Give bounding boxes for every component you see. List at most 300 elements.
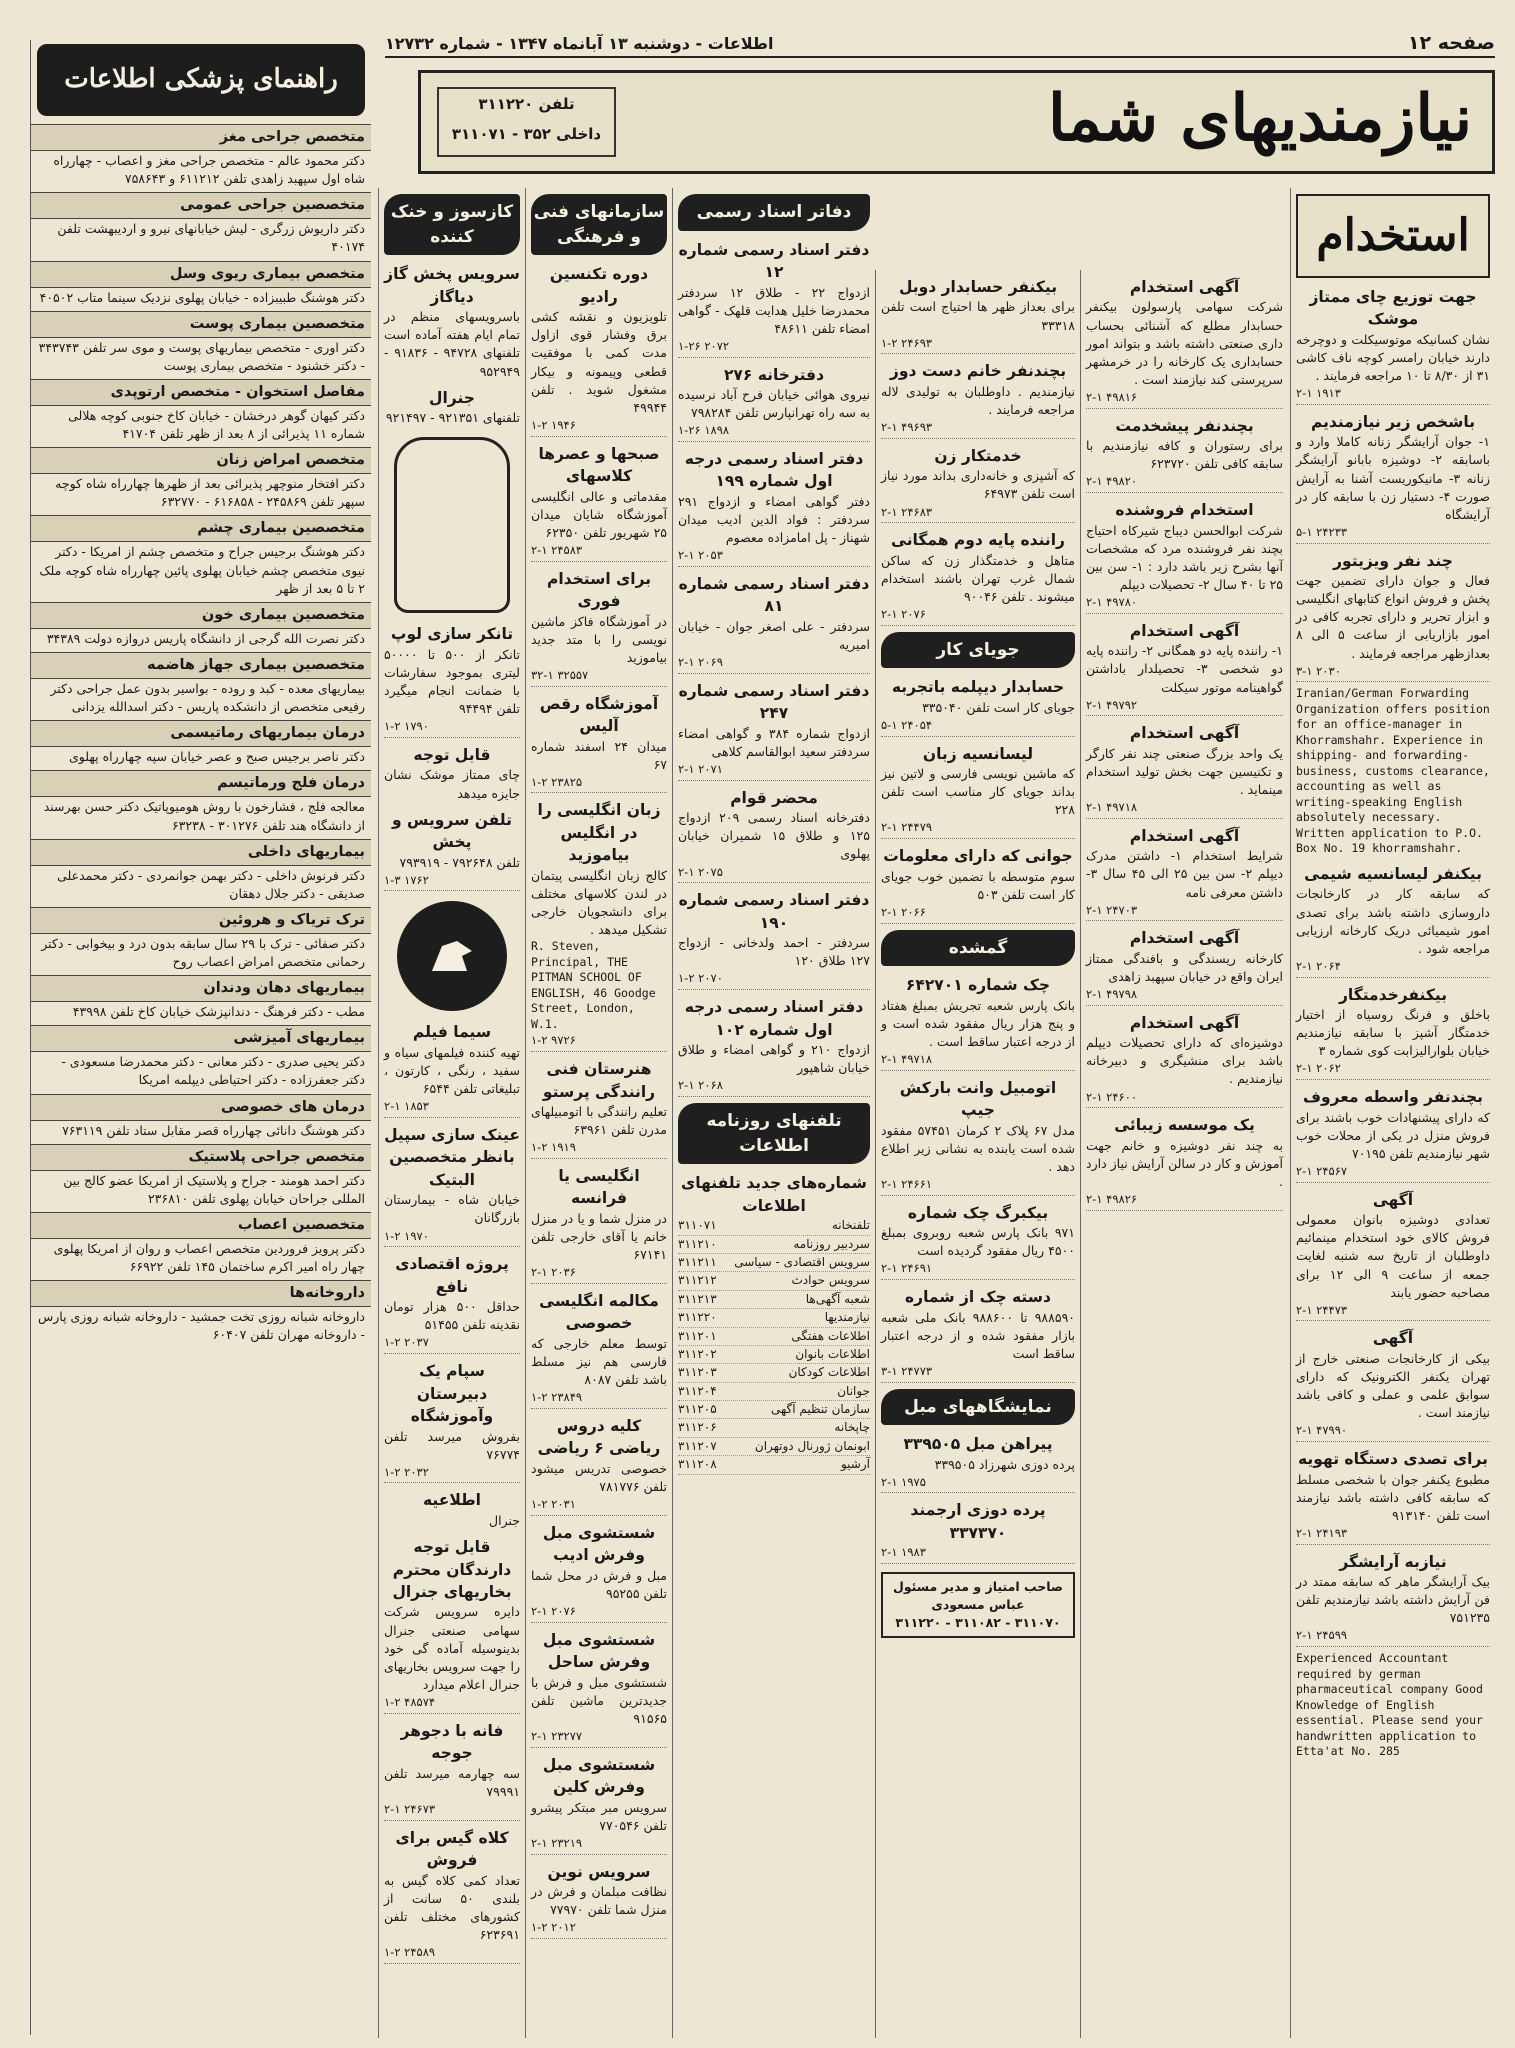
ad-text: ۱- جوان آرایشگر زنانه کاملا وارد و باسابقه ۲- دوشیزه بابانو آرایشگر زنانه ۳- مانیکوریست آشنا به آرایش صورت ۴- دستیار زن با سابقه کار در آرایشگاه: [1296, 434, 1490, 522]
ad-title: برای تصدی دستگاه تهویه: [1298, 1450, 1488, 1469]
ad-code: ۲-۱ ۱۸۵۳: [384, 1098, 520, 1118]
phone-number: ۳۱۱۲۰۷: [678, 1438, 717, 1453]
ad-code: ۱-۲ ۱۹۱۹: [531, 1139, 667, 1159]
services-header: کازسوز و خنک کننده: [384, 194, 520, 255]
banner-phone: تلفن ۳۱۱۲۲۰: [478, 95, 575, 113]
sidebar-section-heading: متخصصین بیماری جهاز هاضمه: [31, 652, 371, 679]
ad-text: مقدماتی و عالی انگلیسی آموزشگاه شایان میدان ۲۵ شهریور تلفن ۶۲۳۵۰: [531, 488, 667, 540]
ad-title: شستشوی مبل وفرش ادیب: [542, 1523, 656, 1565]
ad-text: ۹۷۱ بانک پارس شعبه روبروی بمبلغ ۴۵۰۰ ریال مفقود گردیده است: [881, 1225, 1075, 1259]
ad-code: ۱-۲ ۲۴۵۸۹: [384, 1944, 520, 1964]
sidebar-section-heading: بیماریهای داخلی: [31, 839, 371, 866]
ad-text: ازدواج ۲۱۰ و گواهی امضاء و طلاق خیابان شاهپور: [678, 1042, 870, 1076]
ad-text: برای رستوران و کافه نیازمندیم با سابقه کافی تلفن ۶۲۳۷۲۰: [1086, 438, 1283, 472]
sidebar-section-text: دکتر نصرت الله گرجی از دانشگاه پاریس دروازه دولت ۳۴۳۸۹: [46, 630, 365, 646]
column-employment-2: [1080, 270, 1288, 2038]
ad-text: میدان ۲۴ اسفند شماره ۶۷: [531, 738, 667, 772]
col3-job-ads: [881, 676, 1075, 923]
ad-code: ۲-۱ ۲۳۲۱۹: [531, 1835, 667, 1855]
ad-text: توسط معلم خارجی که فارسی هم نیز مسلط باشد تلفن ۸۰۸۷: [531, 1335, 667, 1388]
phone-row: [678, 1236, 870, 1254]
ad-text: تلفن ۷۹۲۶۴۸ - ۷۹۳۹۱۹: [399, 854, 520, 870]
ad-code: ۱-۲ ۲۴۶۹۳: [881, 335, 1075, 355]
ad-code: ۲-۱ ۴۷۹۹۰: [1296, 1422, 1490, 1442]
ad-text: مطبوع یکنفر جوان با شخصی مسلط که سابقه کافی داشته باشد نیازمند است تلفن ۹۱۳۱۴۰: [1296, 1471, 1490, 1523]
ad-title: آموزشگاه رقص آلیس: [539, 694, 659, 736]
ad-text: جنرال: [489, 1512, 520, 1528]
ad-title: بچندنفر خانم دست دوز: [889, 362, 1067, 381]
sidebar-section-text: مطب - دکتر فرهنگ - دندانپزشک خیابان کاخ تلفن ۴۳۹۹۸: [72, 1004, 365, 1020]
ad-code: ۲-۱ ۲۰۷۱: [678, 761, 870, 781]
phone-number: ۳۱۱۲۱۱: [678, 1254, 717, 1269]
sidebar-section-text: دکتر صفائی - ترک با ۲۹ سال سابقه بدون درد و بیخوابی - دکتر رحمانی متخصص امراض اعصاب روح: [41, 935, 365, 970]
ad-title: بیکبرگ چک شماره: [907, 1203, 1049, 1222]
sidebar-section-text: دکتر ناصر برجیس صبح و عصر خیابان سپه چهارراه پهلوی: [69, 749, 365, 765]
publisher-name: صاحب امتیاز و مدیر مسئول عباس مسعودی: [893, 1579, 1063, 1613]
ad-text: نشان کسانیکه موتوسیکلت و دوچرخه دارند خیابان رامسر کوچه ناف کاشی ۳۱ از ۸/۳۰ تا ۱۰ مراجعه فرمایند .: [1296, 331, 1490, 383]
sidebar-sections: [31, 124, 371, 1346]
sidebar-section-heading: متخصص جراحی مغز: [31, 124, 371, 151]
ad-text: نیازمندیم . داوطلبان به تولیدی لاله مراجعه فرمایند .: [881, 383, 1075, 417]
ad-code: ۲-۱ ۲۴۶۶۱: [881, 1176, 1075, 1196]
ad-code: ۲-۱ ۲۴۶۰۰: [1086, 1089, 1283, 1109]
phone-row: [678, 1217, 870, 1235]
publisher-box: [881, 1572, 1075, 1638]
ad-text: کارخانه ریسندگی و بافندگی ممتاز ایران واقع در خیابان سپهبد زاهدی: [1086, 950, 1283, 984]
ad-title: آگهی استخدام: [1129, 278, 1240, 296]
sidebar-section-text: دکتر کیهان گوهر درخشان - خیابان کاخ جنوبی کوچه هلالی شماره ۱۱ پذیرائی از ۸ بعد از ظهر تلفن ۴۱۷۰۴: [68, 407, 365, 442]
ad-text: تلفنهای ۹۲۱۳۵۱ - ۹۲۱۴۹۷: [385, 410, 520, 426]
ad-code: ۲-۱ ۲۳۲۷۷: [531, 1728, 667, 1748]
ad-title: عینک سازی سپیل بانظر متخصصین البتیک: [384, 1125, 520, 1189]
phone-row: [678, 1383, 870, 1401]
ad-code: ۱-۲ ۱۷۹۰: [384, 718, 520, 738]
ad-text: به چند نفر دوشیزه و خانم جهت آموزش و کار در سالن آرایش نیاز دارد .: [1086, 1137, 1283, 1189]
sidebar-section-heading: متخصص امراض زنان: [31, 447, 371, 474]
ad-code: ۲-۱ ۱۹۷۵: [881, 1474, 1075, 1494]
sidebar-section-text: دکتر پرویز فروردین متخصص اعصاب و روان از امریکا پهلوی چهار راه امیر اکرم ساختمان ۱۴۵ تلفن ۶۶۹۲۲: [53, 1241, 365, 1275]
ad-code: ۲-۱ ۴۹۷۸۰: [1086, 594, 1283, 614]
ad-text: در آموزشگاه فاکز ماشین نویسی را با متد جدید بیاموزید: [531, 613, 667, 665]
sidebar-section-text: دکتر هوشنگ برجیس جراح و متخصص چشم از امریکا - دکتر نیوی متخصص چشم خیابان پهلوی پائین چهارراه شاه کوچه ملک ۲ تا ۵ بعد از ظهر: [39, 544, 365, 596]
banner-phone-ext: داخلی ۳۵۲ - ۳۱۱۰۷۱: [451, 125, 602, 143]
job-seekers-header: جویای کار: [881, 632, 1075, 669]
ad-title: چند نفر ویزیتور: [1333, 551, 1453, 570]
col2-ads: [1086, 276, 1283, 1211]
phone-number: ۳۱۱۲۲۰: [678, 1310, 717, 1325]
sidebar-section-text: دکتر اوری - متخصص بیماریهای پوست و موی سر تلفن ۳۴۳۷۴۳ - دکتر خشنود - متخصص بیماری پوست: [38, 339, 365, 373]
phone-number: ۳۱۱۲۰۴: [678, 1383, 717, 1398]
phone-row: [678, 1438, 870, 1456]
ad-english-text: Experienced Accountant required by german pharmaceutical company Good Knowledge of English essential. Please send your handwritten application to Etta'at No. 285: [1296, 1651, 1483, 1759]
ad-title: استخدام فروشنده: [1115, 501, 1254, 520]
ad-title: دفتر اسناد رسمی شماره ۱۹۰: [678, 891, 870, 932]
ad-code: ۲-۱ ۴۹۶۹۳: [881, 419, 1075, 439]
ad-code: ۱-۲ ۲۰۷۰: [678, 970, 870, 990]
ad-code: ۲-۱ ۲۴۵۶۷: [1296, 1163, 1490, 1183]
phone-number: ۳۱۱۲۱۲: [678, 1273, 717, 1288]
ad-text: دفترخانه اسناد رسمی ۲۰۹ ازدواج ۱۲۵ و طلاق ۱۵ شمیران خیابان پهلوی: [678, 810, 870, 862]
ad-title: راننده پایه دوم همگانی: [891, 531, 1065, 550]
ad-title: آگهی استخدام: [1129, 724, 1240, 743]
banner-phone-box: [437, 87, 616, 157]
sidebar-section-heading: متخصصین بیماری چشم: [31, 515, 371, 542]
ad-title: آگهی: [1372, 1329, 1414, 1348]
ad-title: مکالمه انگلیسی خصوصی: [539, 1291, 659, 1333]
issue-info: اطلاعات - دوشنبه ۱۳ آبانماه ۱۳۴۷ - شماره ۱۲۷۳۲: [385, 33, 774, 53]
ad-text: در منزل شما و یا در منزل خانم یا آقای خارجی تلفن ۶۷۱۴۱: [531, 1210, 667, 1263]
sidebar-section-heading: متخصص جراحی پلاستیک: [31, 1144, 371, 1171]
ad-title: پیراهن مبل ۳۳۹۵۰۵: [903, 1435, 1053, 1454]
ad-text: باسرویسهای منظم در تمام ایام هفته آماده است تلفنهای ۹۴۷۲۸ - ۹۱۸۳۶ - ۹۵۲۹۴۹: [384, 309, 521, 379]
ad-code: ۵-۱ ۲۴۲۳۳: [1296, 524, 1490, 544]
ad-title: قابل توجه دارندگان محترم بخاریهای جنرال: [392, 1538, 512, 1601]
sidebar-title: راهنمای پزشکی اطلاعات: [37, 44, 365, 116]
ad-code: ۲-۱ ۲۴۴۷۹: [881, 819, 1075, 839]
ad-title: خدمتکار زن: [934, 446, 1022, 465]
ad-code: ۵-۱ ۲۴۰۵۴: [881, 717, 1075, 737]
ad-title: پرده دوزی ارجمند ۳۳۷۳۷۰: [910, 1501, 1046, 1542]
phone-label: چاپخانه: [834, 1420, 870, 1435]
phone-label: سردبیر روزنامه: [793, 1236, 870, 1251]
phone-row: [678, 1456, 870, 1474]
ad-text: سرویس مبر مبتکر پیشرو تلفن ۷۷۰۵۴۶: [531, 1799, 667, 1833]
ad-code: ۲-۱ ۲۴۶۸۳: [881, 504, 1075, 524]
banner-title: نیازمندیهای شما: [1047, 81, 1472, 156]
phone-number: ۳۱۱۲۱۳: [678, 1291, 717, 1306]
sidebar-section-heading: بیماریهای دهان ودندان: [31, 975, 371, 1002]
ad-title: بچندنفر پیشخدمت: [1115, 416, 1254, 435]
notaries-header: دفاتر اسناد رسمی: [678, 194, 870, 231]
sidebar-section-text: دکتر احمد هومند - جراح و پلاستیک از امریکا عضو کالج بین المللی جراحان خیابان پهلوی تلفن ۲۳۶۸۱۰: [63, 1172, 365, 1206]
phone-list: [678, 1217, 870, 1474]
ad-text: خصوصی تدریس میشود تلفن ۷۸۱۷۷۶: [531, 1460, 667, 1495]
column-services-gas: [378, 188, 525, 2038]
employment-header: استخدام: [1296, 194, 1490, 278]
ad-code: ۲-۱ ۲۰۵۳: [678, 547, 870, 567]
ad-title: فانه با دجوهر جوجه: [400, 1721, 504, 1763]
lost-header: گمشده: [881, 930, 1075, 967]
ad-title: سپام یک دبیرستان وآموزشگاه: [410, 1362, 494, 1426]
ad-text: بیکی از کارخانجات صنعتی خارج از تهران یکنفر الکترونیک که دارای سوابق علمی و عملی و کافی باشد نیازمند است .: [1296, 1350, 1490, 1421]
ad-code: ۲-۱ ۲۰۷۶: [881, 606, 1075, 626]
ad-text: باخلق و فرنگ روسیاه از اختیار خدمتگار آشپز با سابقه نیازمندیم خیابان بلوارالیزابت کوی شماره ۳: [1296, 1007, 1490, 1059]
ad-text: شرایط استخدام ۱- داشتن مدرک دیپلم ۲- سن بین ۲۵ الی ۴۵ سال ۳- داشتن معرفی نامه: [1086, 848, 1284, 900]
sidebar-section-heading: متخصصین جراحی عمومی: [31, 192, 371, 219]
ad-text: سه چهارمه میرسد تلفن ۷۹۹۹۱: [384, 1765, 520, 1799]
ad-title: دفترخانه ۲۷۶: [723, 365, 825, 384]
ad-text: سوم متوسطه با تضمین خوب جویای کار است تلفن ۵۰۳: [881, 868, 1075, 902]
sidebar-section-heading: متخصص بیماری ریوی وسل: [31, 261, 371, 288]
ad-text: بیک آرایشگر ماهر که سابقه ممتد در فن آرایش داشته باشد نیازمندیم تلفن ۷۵۱۲۳۵: [1296, 1574, 1490, 1626]
ad-text: حداقل ۵۰۰ هزار تومان نقدینه تلفن ۵۱۴۵۵: [384, 1299, 520, 1333]
sidebar-section-heading: متخصصین بیماری خون: [31, 602, 371, 629]
ad-text: سردفتر - احمد ولدخانی - ازدواج ۱۲۷ طلاق ۱۲۰: [678, 935, 870, 969]
ad-title: آگهی استخدام: [1129, 1013, 1240, 1032]
sidebar-section-text: بیماریهای معده - کبد و روده - بواسیر بدون عمل جراحی دکتر رفیعی متخصص از دانشکده پاریس - دکتر اسدالله یزدانی: [50, 681, 365, 715]
ad-title: انگلیسی یا فرانسه: [558, 1167, 640, 1208]
phone-row: [678, 1401, 870, 1419]
ad-text: تلویزیون و نقشه کشی برق وفشار قوی ازاول مدت کمی با موفقیت قطعی وپیمونه و بیکار مشغول شوید . تلفن ۴۹۹۴۴: [531, 309, 667, 415]
ad-code: ۲-۱ ۲۴۴۷۳: [1296, 1302, 1490, 1322]
ad-title: شستشوی مبل وفرش کلین: [542, 1755, 656, 1797]
ad-text: نیروی هوائی خیابان فرح آباد نرسیده به سه راه تهرانپارس تلفن ۷۹۸۲۸۴: [678, 387, 870, 421]
ad-text: چای ممتاز موشک نشان جایزه میدهد: [384, 767, 520, 801]
ad-text: فعال و جوان دارای تضمین جهت پخش و فروش انواع کتابهای انگلیسی و ابزار تحریر و دارای تجربه کافی در امور بازاریابی از ساعت ۵ الی ۸ بعدازظهر مراجعه فرمایند .: [1296, 573, 1490, 661]
ad-code: ۲-۱ ۲۴۱۹۳: [1296, 1525, 1490, 1545]
ad-code: ۲-۱ ۲۰۶۴: [1296, 958, 1490, 978]
ad-text: که آشپزی و خانه‌داری بداند مورد نیاز است تلفن ۶۴۹۷۳: [881, 468, 1075, 502]
phone-label: آرشیو: [840, 1457, 870, 1472]
ad-code: ۲-۱ ۲۰۶۹: [678, 654, 870, 674]
ad-title: لیسانسیه زبان: [922, 744, 1034, 763]
ad-code: ۳-۱ ۲۰۳۰: [1296, 663, 1490, 683]
phone-label: سرویس حوادث: [791, 1273, 870, 1288]
ad-code: ۱-۲ ۱۹۷۰: [384, 1228, 520, 1248]
ad-text: دایره سرویس شرکت سهامی صنعتی جنرال بدینوسیله آماده گی خود را جهت سرویس بخاریهای جنرال اعلام میدارد: [384, 1604, 520, 1692]
ad-text: یک واحد بزرگ صنعتی چند نفر کارگر و تکنیسین جهت بخش تولید استخدام مینماید .: [1086, 745, 1283, 798]
ad-title: سیما فیلم: [412, 1023, 492, 1042]
ad-title: آگهی استخدام: [1129, 929, 1240, 948]
publisher-phone: ۳۱۱۰۷۰ - ۳۱۱۰۸۲ - ۳۱۱۲۲۰: [895, 1615, 1061, 1631]
phone-number: ۳۱۱۲۰۳: [678, 1365, 717, 1380]
ad-text: متاهل و خدمتگذار زن که ساکن شمال غرب تهران باشند استخدام میشوند . تلفن ۹۰۰۴۶: [881, 552, 1075, 604]
ad-title: تانکر سازی لوپ: [390, 625, 514, 644]
ad-title: بیکنفر لیسانسیه شیمی: [1304, 864, 1482, 883]
sidebar-section-text: داروخانه شبانه روزی تخت جمشید - داروخانه شبانه روزی پارس - داروخانه مهران تلفن ۶۰۴۰۷: [37, 1309, 365, 1343]
col3-ads: [881, 276, 1075, 626]
ad-title: دفتر اسناد رسمی درجه اول شماره ۱۰۲: [684, 998, 864, 1039]
ad-text: ازدواج شماره ۳۸۴ و گواهی امضاء سردفتر سعید ابوالقاسم کلاهی: [678, 725, 870, 759]
ad-title: محضر قوام: [730, 788, 818, 807]
sidebar-section-heading: ترک تریاک و هروئین: [31, 907, 371, 934]
ad-code: ۲-۱ ۴۹۷۹۸: [1086, 986, 1283, 1006]
ad-title: نیازبه آرایشگر: [1339, 1552, 1447, 1571]
phone-label: سازمان تنظیم آگهی: [770, 1402, 870, 1417]
sidebar-section-text: دکتر داریوش زرگری - لیش خیابانهای نیرو و اردیبهشت تلفن ۴۰۱۷۴: [57, 221, 365, 255]
column-misc: [875, 270, 1080, 2038]
ad-title: اطلاعیه: [423, 1491, 481, 1510]
ad-code: ۱-۲ ۲۰۳۱: [531, 1496, 667, 1516]
classifieds-banner: [418, 70, 1495, 174]
phone-row: [678, 1364, 870, 1382]
phone-row: [678, 1254, 870, 1272]
phone-number: ۳۱۱۲۰۲: [678, 1346, 717, 1361]
ad-title: کلیه دروس ریاضی ۶ ریاضی: [537, 1416, 661, 1458]
ad-code: ۱-۲ ۲۳۸۲۵: [531, 774, 667, 794]
ad-text: شرکت سهامی پارسولون بیکنفر حسابدار مطلع که آشنائی بحساب داری صنعتی داشته باشد و بتواند امور حسابداری یک کارخانه را در خرمشهر سرپرستی کند نیازمند است .: [1086, 299, 1283, 387]
phone-label: نیازمندیها: [824, 1310, 870, 1325]
ad-code: ۲-۱ ۲۰۶۶: [881, 904, 1075, 924]
ad-code: ۲-۱ ۲۰۳۶: [531, 1264, 667, 1284]
ad-title: بیکنفر حسابدار دوبل: [898, 278, 1058, 296]
phone-row: [678, 1309, 870, 1327]
col3-lost-ads: [881, 974, 1075, 1382]
ad-title: آگهی استخدام: [1129, 621, 1240, 640]
ad-title: دفتر اسناد رسمی شماره ۸۱: [678, 575, 870, 616]
ad-code: ۳۲-۱ ۳۲۵۵۷: [531, 667, 667, 687]
ad-title: دفتر اسناد رسمی درجه اول شماره ۱۹۹: [684, 450, 864, 491]
ad-text: مدل ۶۷ پلاک ۲ کرمان ۵۷۴۵۱ مفقود شده است یابنده به نشانی زیر اطلاع دهد .: [881, 1122, 1076, 1174]
ad-code: ۱-۲۶ ۱۸۹۸: [678, 422, 870, 442]
ad-code: ۱-۲ ۲۰۳۷: [384, 1334, 520, 1354]
sidebar-section-heading: بیماریهای آمیزشی: [31, 1025, 371, 1052]
page-number: صفحه ۱۲: [1407, 32, 1495, 54]
ad-title: باشخص زیر نیازمندیم: [1310, 412, 1476, 431]
ad-english-text: Iranian/German Forwarding Organization offers position for an office-manager in Khorramshahr. Experience in shipping- and forwarding-business, customs clearance, accounting as well as writing-speaking English absolutely necessary. Written application to P.O. Box No. 19 khorramshahr.: [1296, 686, 1490, 856]
sidebar-section-text: معالجه فلج ، فشارخون با روش هومیوپاتیک دکتر حسن بهرسند از دانشگاه هند تلفن ۳۰۱۲۷۶ - ۶۳۲۳۸: [43, 799, 365, 833]
phones-intro: شماره‌های جدید تلفنهای اطلاعات: [681, 1174, 867, 1215]
sidebar-section-text: دکتر افتخار منوچهر پذیرائی بعد از ظهرها چهارراه شاه کوچه سپهر تلفن ۲۴۵۸۶۹ - ۶۱۶۸۵۸ - ۶۳۲۷۷۰: [55, 476, 365, 510]
ad-text: شستشوی مبل و فرش با جدیدترین ماشین تلفن ۹۱۵۶۵: [531, 1674, 667, 1726]
sidebar-section-text: دکتر هوشنگ طبیبزاده - خیابان پهلوی نزدیک سینما متاب ۴۰۵۰۲: [39, 289, 365, 305]
ad-code: ۱-۲ ۲۰۳۲: [384, 1464, 520, 1484]
ad-title: هنرستان فنی رانندگی پرستو: [542, 1060, 656, 1101]
phone-number: ۳۱۱۲۱۰: [678, 1236, 717, 1251]
col4-ads: [678, 239, 870, 1097]
phone-row: [678, 1272, 870, 1290]
phone-number: ۳۱۱۲۰۸: [678, 1457, 717, 1472]
phone-number: ۳۱۱۰۷۱: [678, 1218, 717, 1233]
sidebar-section-text: دکتر یحیی صدری - دکتر معانی - دکتر محمدرضا مسعودی - دکتر جعفرزاده - دکتر احتیاطی دیپلمه امریکا: [61, 1054, 365, 1088]
ad-title: شستشوی مبل وفرش ساحل: [542, 1630, 656, 1672]
phone-row: [678, 1291, 870, 1309]
column-notaries: [672, 188, 875, 2038]
ad-code: ۱-۲ ۱۹۴۶: [531, 417, 667, 437]
ad-text: که ماشین نویسی فارسی و لاتین نیز بداند جویای کار مناسب است تلفن ۲۲۸: [881, 766, 1075, 818]
ad-title: جنرال: [429, 388, 475, 407]
ad-text: ۹۸۸۵۹۰ تا ۹۸۸۶۰۰ بانک ملی شعبه بازار مفقود شده و از درجه اعتبار ساقط است: [881, 1309, 1076, 1361]
sidebar-section-text: دکتر محمود عالم - متخصص جراحی مغز و اعصاب - چهارراه شاه اول سپهبد زاهدی تلفن ۶۱۱۲۱۲ و ۷۵۸۶۴۳: [53, 153, 365, 187]
ad-code: ۱-۲۶ ۲۰۷۲: [678, 338, 870, 358]
ad-text: جویای کار است تلفن ۳۳۵۰۴۰: [922, 699, 1075, 715]
ad-text: تعداد کمی کلاه گیس به بلندی ۵۰ سانت از کشورهای مختلف تلفن ۶۲۳۶۹۱: [384, 1872, 520, 1942]
ad-code: ۱-۲ ۹۷۲۶: [531, 1032, 667, 1052]
ad-text: پرده دوزی شهرزاد ۳۳۹۵۰۵: [934, 1456, 1075, 1472]
ad-title: قابل توجه: [413, 745, 491, 764]
phone-label: ابونمان ژورنال دوتهران: [754, 1438, 870, 1453]
gas-cylinder-logo: [394, 437, 510, 613]
page-header: [385, 30, 1495, 58]
phone-row: [678, 1328, 870, 1346]
ad-english-text: R. Steven, Principal, THE PITMAN SCHOOL OF ENGLISH, 46 Goodge Street, London, W.1.: [531, 939, 656, 1031]
sidebar-section-heading: مفاصل استخوان - متخصص ارتوپدی: [31, 379, 371, 406]
ad-text: تانکر از ۵۰۰ تا ۵۰۰۰۰ لیتری بموجود سفارشات با ضمانت انجام میگیرد تلفن ۹۴۴۹۴: [384, 646, 520, 717]
sidebar-section-heading: متخصصین اعصاب: [31, 1212, 371, 1239]
ad-title: چک شماره ۶۴۲۷۰۱: [905, 976, 1051, 995]
ad-code: ۲-۱ ۲۰۷۵: [678, 864, 870, 884]
ad-text: مبل و فرش در محل شما تلفن ۹۵۲۵۵: [531, 1567, 667, 1601]
ad-code: ۲-۱ ۴۹۸۲۰: [1086, 473, 1283, 493]
ad-text: تعدادی دوشیزه بانوان معمولی فروش کالای خود استخدام مینمائیم داوطلبان از تاریخ سه شنبه لغایت جمعه از ساعت ۹ الی ۱۲ برای مصاحبه حضور یابند: [1296, 1212, 1491, 1300]
ad-code: ۲-۱ ۴۹۷۱۸: [881, 1051, 1075, 1071]
ad-text: تهیه کننده فیلمهای سیاه و سفید ، رنگی ، کارتون ، تبلیغاتی تلفن ۶۵۴۴: [384, 1044, 520, 1097]
ad-title: کلاه گیس برای فروش: [395, 1828, 509, 1870]
ad-title: دسته چک از شماره: [905, 1288, 1051, 1307]
ad-code: ۲-۱ ۴۹۷۱۸: [1086, 799, 1283, 819]
ad-title: آگهی: [1372, 1190, 1414, 1209]
phone-number: ۳۱۱۲۰۵: [678, 1402, 717, 1417]
ad-title: جوانی که دارای معلومات: [883, 847, 1073, 866]
ad-title: یک موسسه زیبائی: [1114, 1116, 1255, 1135]
ad-code: ۲-۱ ۴۹۸۲۶: [1086, 1191, 1283, 1211]
ad-text: شرکت ابوالحسن دیباج شیرکاه احتیاج بچند نفر فروشنده مرد که مشخصات آنها بشرح زیر باشد دارد : ۱- سن بین ۲۵ تا ۴۰ سال ۲- تحصیلات دیپلم: [1086, 522, 1283, 592]
ad-text: تعلیم رانندگی با اتومبیلهای مدرن تلفن ۶۳۹۶۱: [531, 1104, 667, 1138]
education-header: سازمانهای فنی و فرهنگی: [531, 194, 667, 255]
ad-title: پروژه اقتصادی نافع: [395, 1255, 509, 1296]
phone-number: ۳۱۱۲۰۱: [678, 1328, 717, 1343]
phone-label: اطلاعات کودکان: [788, 1365, 870, 1380]
ad-title: سرویس نوین: [547, 1862, 651, 1881]
ad-text: سردفتر - علی اصغر جوان - خیابان امیریه: [678, 618, 870, 653]
ad-title: تلفن سرویس و پخش: [392, 810, 512, 852]
ad-title: برای استخدام فوری: [546, 569, 652, 611]
phone-row: [678, 1346, 870, 1364]
medical-guide-sidebar: [30, 40, 371, 2035]
ad-title: سرویس پخش گاز دیاگاز: [384, 265, 520, 306]
ad-text: که سابقه کار در کارخانجات داروسازی داشته باشد برای تصدی امور شیمیائی دریک کارخانه ارزیابی مراجعه شود .: [1296, 886, 1490, 956]
ad-title: دوره تکنسین رادیو: [549, 265, 649, 306]
sidebar-section-heading: درمان فلج ورماتیسم: [31, 770, 371, 797]
ad-title: حسابدار دیپلمه باتجربه: [891, 678, 1065, 697]
exhibition-header: نمایشگاههای مبل: [881, 1389, 1075, 1426]
ad-text: ازدواج ۲۲ - طلاق ۱۲ سردفتر محمدرضا خلیل هدایت قلهک - گواهی امضاء تلفن ۴۸۶۱۱: [678, 284, 870, 336]
ad-title: آگهی استخدام: [1129, 826, 1240, 845]
sidebar-section-heading: درمان های خصوصی: [31, 1094, 371, 1121]
ad-code: ۲-۱ ۲۰۶۸: [678, 1077, 870, 1097]
ad-code: ۲-۱ ۴۹۸۱۶: [1086, 389, 1283, 409]
ad-text: کالج زبان انگلیسی پیتمان در لندن کلاسهای مختلف برای دانشجویان خارجی تشکیل میدهد .: [531, 867, 667, 938]
ad-title: بچندنفر واسطه معروف: [1303, 1088, 1483, 1107]
ad-text: نظافت مبلمان و فرش در منزل شما تلفن ۷۷۹۷۰: [531, 1884, 667, 1918]
ad-title: زبان انگلیسی را در انگلیس بیاموزید: [537, 801, 661, 865]
phone-number: ۳۱۱۲۰۶: [678, 1420, 717, 1435]
phone-label: جوانان: [837, 1383, 870, 1398]
col1-ads: [1296, 286, 1490, 1760]
ad-code: ۱-۲ ۴۸۵۷۴: [384, 1694, 520, 1714]
ad-text: دوشیزه‌ای که دارای تحصیلات دیپلم باشد برای منشیگری و دبیرخانه نیازمندیم .: [1086, 1035, 1283, 1087]
sidebar-section-heading: داروخانه‌ها: [31, 1280, 371, 1307]
ad-title: دفتر اسناد رسمی شماره ۲۴۷: [678, 681, 870, 723]
ad-text: برای بعداز ظهر ها احتیاج است تلفن ۳۳۳۱۸: [881, 299, 1075, 333]
column-employment: [1290, 188, 1495, 2038]
phone-label: شعبه آگهی‌ها: [805, 1291, 870, 1306]
ad-code: ۲-۱ ۲۰۷۶: [531, 1603, 667, 1623]
ad-text: که دارای پیشنهادات خوب باشند برای فروش منزل در یکی از محلات خوب شهر نیازمندیم تلفن ۷۰۱۹۵: [1296, 1109, 1490, 1161]
ad-text: خیابان شاه - بیمارستان بازرگانان: [384, 1192, 520, 1226]
phone-label: تلفنخانه: [831, 1218, 870, 1233]
ad-code: ۲-۱ ۲۴۵۸۳: [531, 542, 667, 562]
ad-code: ۲-۱ ۱۹۱۳: [1296, 385, 1490, 405]
pegasus-logo-icon: [397, 901, 507, 1011]
phone-label: اطلاعات هفتگی: [791, 1328, 870, 1343]
ad-title: صبحها و عصرها کلاسهای: [538, 444, 660, 486]
col3-exhibition-ads: [881, 1433, 1075, 1564]
ad-code: ۲-۱ ۲۴۶۹۱: [881, 1260, 1075, 1280]
ad-code: ۳-۱ ۲۴۷۷۳: [881, 1363, 1075, 1383]
ad-code: ۲-۱ ۱۹۸۳: [881, 1544, 1075, 1564]
ad-code: ۲-۱ ۲۴۵۹۹: [1296, 1627, 1490, 1647]
ad-code: ۱-۲ ۲۰۱۲: [531, 1919, 667, 1939]
phone-row: [678, 1419, 870, 1437]
sidebar-section-heading: متخصصین بیماری پوست: [31, 311, 371, 338]
phone-label: اطلاعات بانوان: [795, 1346, 870, 1361]
sidebar-section-text: دکتر هوشنگ دانائی چهارراه قصر مقابل ستاد تلفن ۷۶۳۱۱۹: [62, 1122, 365, 1138]
column-education-services: [525, 188, 672, 2038]
ad-code: ۲-۱ ۴۹۷۹۲: [1086, 697, 1283, 717]
ad-text: دفتر گواهی امضاء و ازدواج ۲۹۱ سردفتر : فواد الدین ادیب میدان شهناز - پل امامزاده معصوم: [678, 493, 870, 546]
ad-text: بانک پارس شعبه تجریش بمبلغ هفتاد و پنج هزار ریال مفقود شده است و از درجه اعتبار ساقط است .: [881, 997, 1075, 1049]
